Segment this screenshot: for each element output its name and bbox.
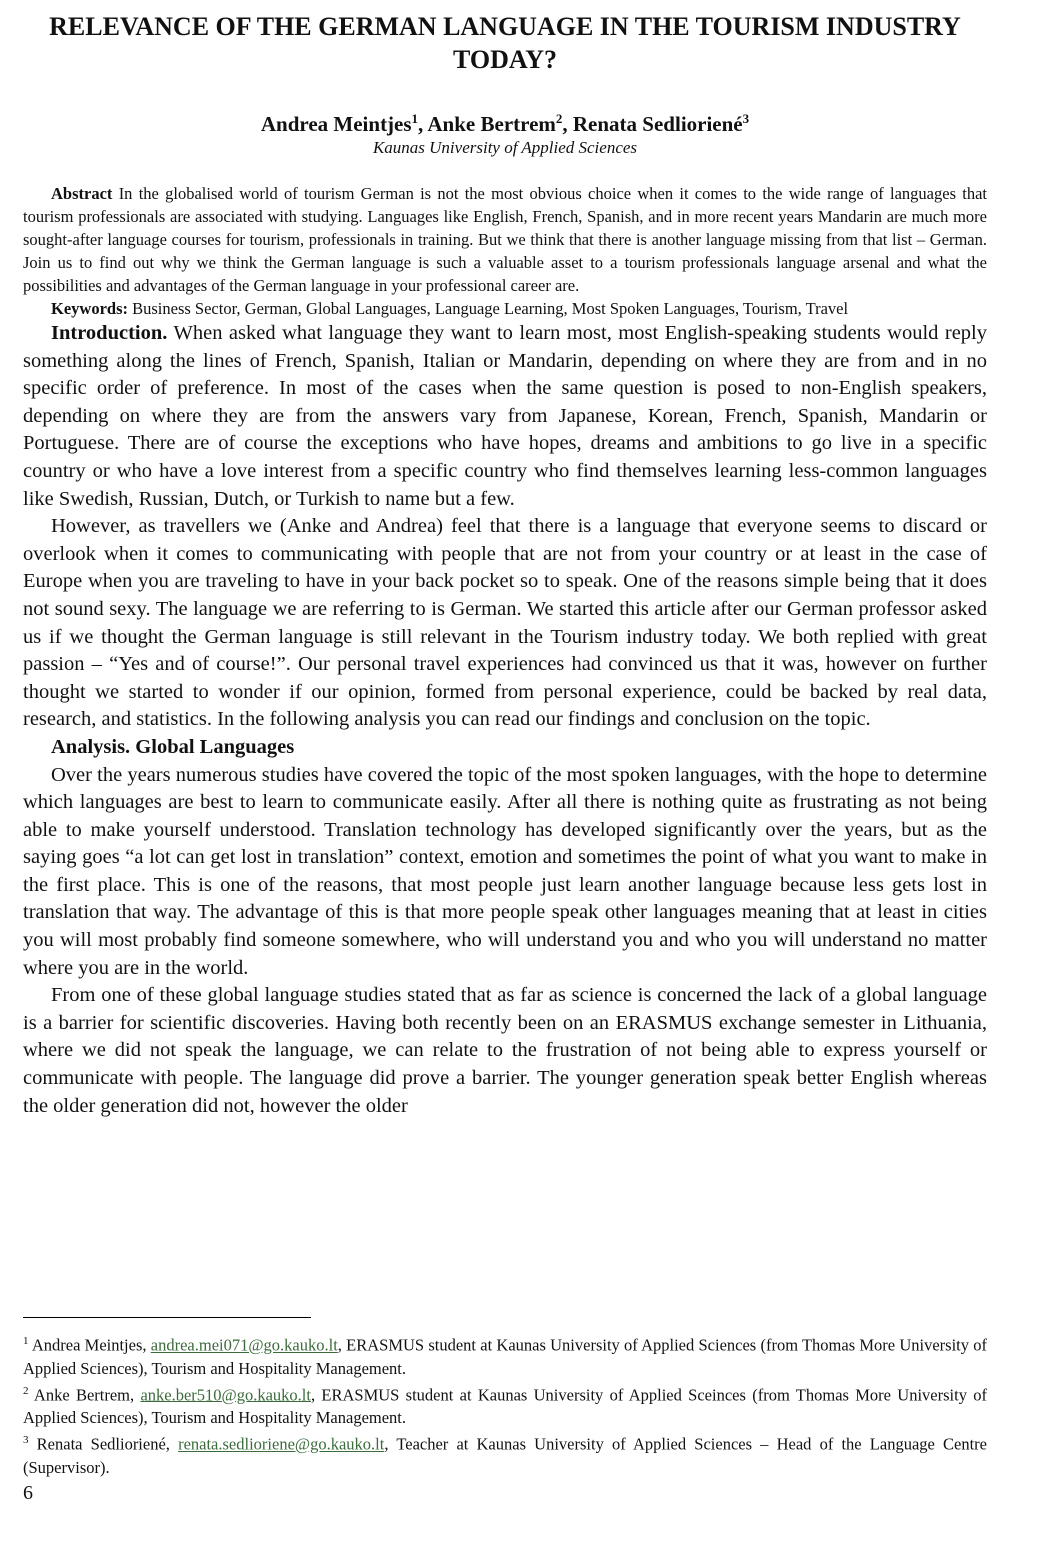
- email-link[interactable]: andrea.mei071@go.kauko.lt: [150, 1335, 338, 1355]
- intro-paragraph-2: However, as travellers we (Anke and Andrea) feel that there is a language that everyone seems to discard or overlook when it comes to communicating with people that are not from your country or at least in the case of Europe when you are traveling to have in your back pocket so to speak. One of the reasons simple being that it does not sound sexy. The language we are referring to is German. We started this article after our German professor asked us if we thought the German language is still relevant in the Tourism industry today. We both replied with great passion – “Yes and of course!”. Our personal travel experiences had convinced us that it was, however on further thought we started to wonder if our opinion, formed from personal experience, could be backed by real data, research, and statistics. In the following analysis you can read our findings and conclusion on the topic.: [23, 515, 987, 731]
- author-name: Andrea Meintjes: [260, 112, 412, 136]
- page-number: 6: [23, 1482, 33, 1504]
- abstract-label: Abstract: [51, 184, 113, 203]
- author-mark: 2: [555, 111, 563, 126]
- footnote: $^1$ Andrea Meintjes, andrea.mei071@go.kauko.lt, ERASMUS student at Kaunas University of Applied Sciences (from Thomas More University of Applied Sciences), Tourism and Hospitality Management.: [23, 1335, 987, 1378]
- footnote: $^3$ Renata Sedlioriené, renata.sedlioriene@go.kauko.lt, Teacher at Kaunas University of Applied Sciences – Head of the Language Centre (Supervisor).: [23, 1434, 987, 1477]
- intro-heading: Introduction.: [51, 322, 168, 344]
- analysis-heading: Analysis. Global Languages: [51, 735, 295, 758]
- article-body: [23, 320, 987, 1120]
- footnote-divider: [23, 1317, 311, 1318]
- email-link[interactable]: anke.ber510@go.kauko.lt: [140, 1385, 311, 1404]
- abstract-text: In the globalised world of tourism German is not the most obvious choice when it comes to the wide range of languages that tourism professionals are associated with studying. Languages like English, French, Spanish, and in more recent years Mandarin are much more sought-after language courses for tourism, professionals in training. But we think that there is another language missing from that list – German. Join us to find out why we think the German language is such a valuable asset to a tourism professionals language arsenal and what the possibilities and advantages of the German language in your professional career are.: [23, 184, 988, 295]
- footnote: $^2$ Anke Bertrem, anke.ber510@go.kauko.lt, ERASMUS student at Kaunas University of Applied Sceinces (from Thomas More University of Applied Sciences), Tourism and Hospitality Management.: [23, 1384, 987, 1427]
- email-link[interactable]: renata.sedlioriene@go.kauko.lt: [178, 1434, 385, 1454]
- keywords-label: Keywords:: [51, 299, 128, 318]
- intro-paragraph: Introduction. When asked what language they want to learn most, most English-speaking students would reply something along the lines of French, Spanish, Italian or Mandarin, depending on where they are from and in no specific order of preference. In most of the cases when the same question is posed to non-English speakers, depending on where they are from the answers vary from Japanese, Korean, French, Spanish, Mandarin or Portuguese. There are of course the exceptions who have hopes, dreams and ambitions to go live in a specific country or who have a love interest from a specific country who find themselves learning less-common languages like Swedish, Russian, Dutch, or Turkish to name but a few.: [23, 322, 987, 510]
- author-name: Renata Sedlioriené: [572, 112, 743, 136]
- author-mark: 1: [411, 111, 419, 126]
- footnotes: [23, 1330, 987, 1479]
- author-name: Anke Bertrem: [427, 112, 556, 136]
- author-mark: 3: [742, 111, 750, 126]
- abstract: [23, 182, 987, 297]
- affiliation: Kaunas University of Applied Sciences: [372, 138, 638, 157]
- author-list: Andrea Meintjes$^1$, Anke Bertrem$^2$, Renata Sedlioriené$^3$: [260, 111, 750, 136]
- keywords-text: Business Sector, German, Global Languages, Language Learning, Most Spoken Languages, Tourism, Travel: [132, 299, 849, 318]
- paper-title: RELEVANCE OF THE GERMAN LANGUAGE IN THE TOURISM INDUSTRY TODAY?: [49, 12, 961, 74]
- analysis-paragraph-2: From one of these global language studies stated that as far as science is concerned the lack of a global language is a barrier for scientific discoveries. Having both recently been on an ERASMUS exchange semester in Lithuania, where we did not speak the language, we can relate to the frustration of not being able to express yourself or communicate with people. The language did prove a barrier. The younger generation speak better English whereas the older generation did not, however the older: [23, 984, 987, 1117]
- analysis-paragraph: Over the years numerous studies have covered the topic of the most spoken languages, with the hope to determine which languages are best to learn to communicate easily. After all there is nothing quite as frustrating as not being able to make yourself understood. Translation technology has developed significantly over the years, but as the saying goes “a lot can get lost in translation” context, emotion and sometimes the point of what you want to make in the first place. This is one of the reasons, that most people just learn another language because less gets lost in translation that way. The advantage of this is that more people speak other languages meaning that at least in cities you will most probably find someone somewhere, who will understand you and who you will understand no matter where you are in the world.: [23, 763, 987, 979]
- keywords: [23, 297, 987, 320]
- paper-page: [23, 10, 987, 1120]
